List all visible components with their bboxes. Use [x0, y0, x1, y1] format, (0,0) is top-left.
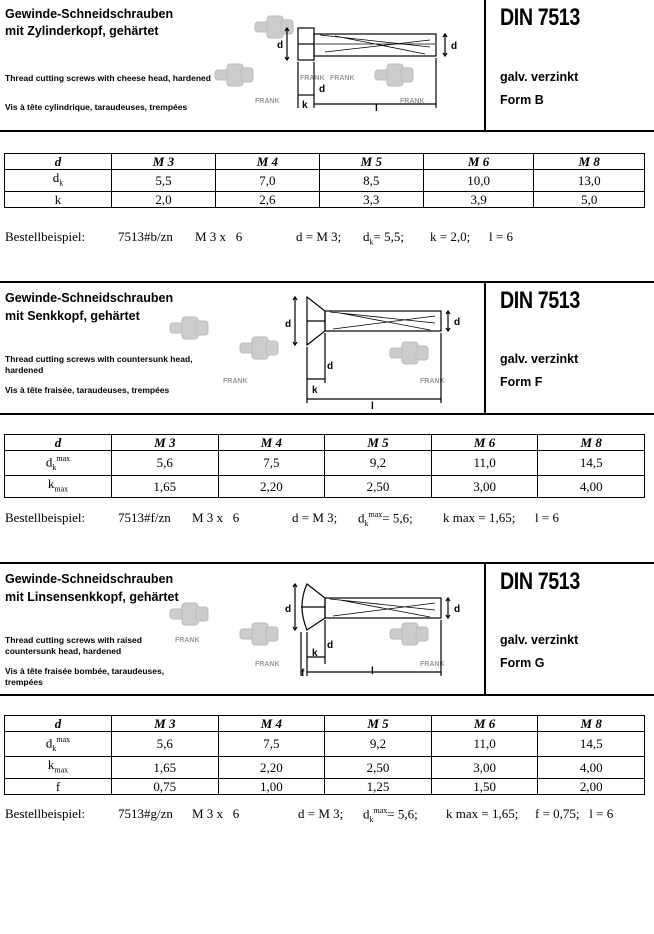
french-description: Vis à tête cylindrique, taraudeuses, trempées	[5, 102, 188, 112]
title-line-2: mit Senkkopf, gehärtet	[5, 309, 140, 323]
header-cell: M 4	[218, 435, 325, 451]
order-label: Bestellbeispiel:	[5, 510, 86, 525]
dim-label-dk: d	[285, 319, 292, 330]
dimension-table-form-g	[4, 715, 645, 795]
finish-label: galv. verzinkt	[500, 633, 579, 647]
title-line-1: Gewinde-Schneidschrauben	[5, 7, 174, 21]
table-cell: 2,20	[218, 756, 325, 778]
order-spec: l = 6	[489, 229, 513, 244]
row-label: $d_k^{max}$	[5, 451, 112, 476]
screw-drawing-cheese-head	[215, 0, 477, 128]
table-cell: 4,00	[538, 756, 645, 778]
watermark-text: FRANK	[255, 98, 280, 105]
table-cell: 1,00	[218, 778, 325, 794]
table-cell: 11,0	[431, 451, 538, 476]
header-cell: d	[5, 154, 112, 170]
table-cell: 5,6	[112, 451, 219, 476]
french-description: Vis à tête fraisée, taraudeuses, trempées	[5, 385, 170, 395]
order-code: 7513#g/zn	[118, 806, 173, 821]
order-spec: d = M 3;	[292, 510, 338, 525]
table-cell: 13,0	[534, 170, 645, 192]
table-cell: 1,65	[112, 756, 219, 778]
table-cell: 14,5	[538, 732, 645, 757]
order-spec: $d_k^{max}= 5,6$;	[363, 806, 418, 824]
title-line-1: Gewinde-Schneidschrauben	[5, 291, 174, 305]
dim-label-d: d	[454, 317, 461, 328]
table-row	[5, 191, 645, 207]
dim-label-dk: d	[277, 40, 284, 51]
screw-drawing-raised-countersunk	[175, 564, 477, 692]
header-cell: M 5	[319, 154, 423, 170]
header-cell: d	[5, 435, 112, 451]
order-label: Bestellbeispiel:	[5, 806, 86, 821]
table-row	[5, 170, 645, 192]
table-row	[5, 475, 645, 497]
watermark-text: FRANK	[420, 378, 445, 385]
order-spec: f = 0,75; l = 6	[535, 806, 614, 821]
screw-drawing-countersunk	[215, 283, 477, 411]
dim-label-l: l	[371, 666, 374, 677]
form-label: Form F	[500, 375, 543, 389]
header-divider	[484, 564, 486, 694]
form-label: Form G	[500, 656, 545, 670]
order-label: Bestellbeispiel:	[5, 229, 86, 244]
table-cell: 5,6	[112, 732, 219, 757]
header-cell: M 6	[431, 435, 538, 451]
header-cell: M 8	[538, 435, 645, 451]
dim-label-dd: d	[319, 84, 326, 95]
table-cell: 14,5	[538, 451, 645, 476]
header-panel-form-b	[0, 0, 654, 132]
table-cell: 9,2	[325, 451, 432, 476]
table-cell: 5,5	[112, 170, 216, 192]
table-cell: 11,0	[431, 732, 538, 757]
header-cell: M 4	[215, 154, 319, 170]
order-code: 7513#f/zn	[118, 510, 171, 525]
table-header-row	[5, 716, 645, 732]
order-spec: k max = 1,65;	[446, 806, 519, 821]
row-label: f	[5, 778, 112, 794]
watermark-text: FRANK	[400, 98, 425, 105]
table-cell: 1,25	[325, 778, 432, 794]
table-cell: 2,00	[538, 778, 645, 794]
header-panel-form-f	[0, 281, 654, 415]
table-row	[5, 756, 645, 778]
row-label: $k_{max}$	[5, 756, 112, 778]
watermark-text: FRANK	[420, 661, 445, 668]
table-cell: 4,00	[538, 475, 645, 497]
english-description: Thread cutting screws with cheese head, hardened	[5, 73, 211, 83]
dim-label-l: l	[371, 401, 374, 412]
dim-label-d: d	[454, 604, 461, 615]
french-description: Vis à tête fraisée bombée, taraudeuses, trempées	[5, 666, 165, 687]
header-cell: M 5	[325, 435, 432, 451]
table-row	[5, 778, 645, 794]
header-cell: M 5	[325, 716, 432, 732]
header-cell: M 3	[112, 435, 219, 451]
table-cell: 2,6	[215, 191, 319, 207]
order-spec: k = 2,0;	[430, 229, 471, 244]
dim-label-dd: d	[327, 361, 334, 372]
dim-label-f: f	[301, 668, 305, 679]
watermark-text: FRANK	[255, 661, 280, 668]
din-number: DIN 7513	[500, 287, 580, 314]
header-divider	[484, 283, 486, 413]
english-description: Thread cutting screws with raised countersunk head, hardened	[5, 635, 142, 656]
table-cell: 5,0	[534, 191, 645, 207]
table-cell: 3,00	[431, 475, 538, 497]
header-cell: d	[5, 716, 112, 732]
table-header-row	[5, 154, 645, 170]
order-size: M 3 x 6	[192, 806, 240, 821]
table-cell: 0,75	[112, 778, 219, 794]
table-cell: 7,5	[218, 451, 325, 476]
table-row	[5, 732, 645, 757]
order-example	[5, 510, 645, 528]
row-label: k	[5, 191, 112, 207]
row-label: $k_{max}$	[5, 475, 112, 497]
header-cell: M 6	[431, 716, 538, 732]
order-spec: $d_k= 5,5$;	[363, 229, 404, 247]
form-label: Form B	[500, 93, 544, 107]
dim-label-dd: d	[327, 640, 334, 651]
dim-label-dk: d	[285, 604, 292, 615]
order-spec: d = M 3;	[298, 806, 344, 821]
table-cell: 2,20	[218, 475, 325, 497]
din-number: DIN 7513	[500, 4, 580, 31]
table-cell: 9,2	[325, 732, 432, 757]
table-cell: 3,3	[319, 191, 423, 207]
table-cell: 1,65	[112, 475, 219, 497]
order-example	[5, 806, 645, 824]
order-spec: d = M 3;	[296, 229, 342, 244]
order-size: M 3 x 6	[195, 229, 243, 244]
watermark-text: FRANK	[300, 75, 325, 82]
header-panel-form-g	[0, 562, 654, 696]
dim-label-k: k	[312, 648, 318, 659]
dim-label-d: d	[451, 41, 458, 52]
watermark-text: FRANK	[223, 378, 248, 385]
header-cell: M 8	[538, 716, 645, 732]
dim-label-k: k	[312, 385, 318, 396]
table-cell: 2,50	[325, 756, 432, 778]
table-cell: 7,0	[215, 170, 319, 192]
dim-label-k: k	[302, 100, 308, 111]
table-cell: 3,9	[423, 191, 534, 207]
table-cell: 1,50	[431, 778, 538, 794]
dim-label-l: l	[375, 103, 378, 114]
header-cell: M 8	[534, 154, 645, 170]
english-description: Thread cutting screws with countersunk head, hardened	[5, 354, 193, 375]
dimension-table-form-f	[4, 434, 645, 498]
order-spec: $d_k^{max}= 5,6$;	[358, 510, 413, 528]
table-cell: 2,50	[325, 475, 432, 497]
finish-label: galv. verzinkt	[500, 70, 579, 84]
title-line-2: mit Zylinderkopf, gehärtet	[5, 24, 159, 38]
order-code: 7513#b/zn	[118, 229, 173, 244]
order-example	[5, 229, 645, 247]
row-label: $d_k^{max}$	[5, 732, 112, 757]
header-cell: M 6	[423, 154, 534, 170]
table-cell: 10,0	[423, 170, 534, 192]
order-size: M 3 x 6	[192, 510, 240, 525]
header-cell: M 3	[112, 716, 219, 732]
table-row	[5, 451, 645, 476]
din-number: DIN 7513	[500, 568, 580, 595]
header-cell: M 4	[218, 716, 325, 732]
watermark-text: FRANK	[175, 637, 200, 644]
table-cell: 8,5	[319, 170, 423, 192]
dimension-table-form-b	[4, 153, 645, 208]
table-cell: 3,00	[431, 756, 538, 778]
finish-label: galv. verzinkt	[500, 352, 579, 366]
table-header-row	[5, 435, 645, 451]
title-line-2: mit Linsensenkkopf, gehärtet	[5, 590, 179, 604]
header-cell: M 3	[112, 154, 216, 170]
watermark-text: FRANK	[330, 75, 355, 82]
table-cell: 7,5	[218, 732, 325, 757]
title-line-1: Gewinde-Schneidschrauben	[5, 572, 174, 586]
header-divider	[484, 0, 486, 130]
order-spec: l = 6	[535, 510, 559, 525]
table-cell: 2,0	[112, 191, 216, 207]
row-label: $d_k$	[5, 170, 112, 192]
order-spec: k max = 1,65;	[443, 510, 516, 525]
